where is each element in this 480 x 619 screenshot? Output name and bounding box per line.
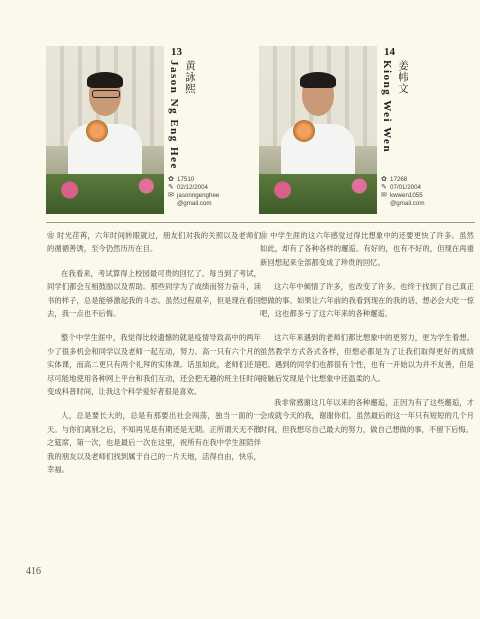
reflection-text-right <box>260 229 474 447</box>
contact-info <box>168 176 219 208</box>
chinese-name: 黄詠熙 <box>184 60 196 95</box>
paragraph: 人，总是要长大的，总是有那要出社会闯荡，独当一面的一天。与你们离别之后，不知再见是有期还是无期。正所谓天无不散之筵席，第一次，也是最后一次在这里，祝所有在我中学生涯陪伴我的朋友以及老师们找到属于自己的一片天地，活得自由，快乐，幸福。 <box>47 411 261 475</box>
student-photo <box>46 46 164 214</box>
flower-icon: ✿ <box>381 176 387 183</box>
paragraph: 这六年来遇到的老师们都比想象中的更努力，更为学生着想。虽然教学方式各式各样，但想必都是为了让我们取得更好的成绩吧。遇到的同学们也都很有个性，也有一开始以为并不友善，但是接触后发现是个比想象中还温柔的人。 <box>260 333 474 383</box>
student-card-kiong <box>259 46 475 214</box>
email-domain: @gmail.com <box>390 200 425 207</box>
chinese-name: 姜帏文 <box>397 60 409 95</box>
paragraph: 这六年中倾情了许多，也改变了许多。也终于找到了自己真正想做的事。如果让六年前的我看到现在的我的话，想必会大吃一惊吧，这也都多亏了这六年来的各种邂逅。 <box>260 282 474 319</box>
envelope-icon: ✉ <box>168 192 174 199</box>
envelope-icon: ✉ <box>381 192 387 199</box>
english-name: Jason Ng Eng Hee <box>168 60 180 170</box>
email-user: kwwen1055 <box>390 192 423 199</box>
divider <box>259 222 475 223</box>
paragraph: 我非常感谢这几年以来的各种邂逅，正因为有了这些邂逅，才会成就今天的我，谢谢你们。虽然最后的这一年只有短短的几个月时间，但我想尽自己最大的努力，做自己想做的事，不留下后悔。 <box>260 398 474 434</box>
reflection-text-left <box>47 229 261 488</box>
paragraph: ❀ 时光荏苒，六年时间转眼就过，朋友们对我的关照以及老师们的循循善诱，至今仍然历历在目。 <box>47 231 261 254</box>
student-number: 13 <box>171 46 182 58</box>
pen-icon: ✎ <box>381 184 387 191</box>
pen-icon: ✎ <box>168 184 174 191</box>
paragraph: ❀ 中学生涯的这六年感觉过得比想象中的还要更快了许多。虽然如此，却有了各种各样的邂逅。有好的，也有不好的，但现在再重新回想起来全部都变成了珍贵的回忆。 <box>260 231 474 267</box>
email-user: jasonngenghee <box>177 192 220 199</box>
student-photo <box>259 46 377 214</box>
student-id: 17268 <box>390 176 408 183</box>
birthday: 02/12/2004 <box>177 184 208 191</box>
student-id: 17510 <box>177 176 195 183</box>
page-number: 416 <box>26 566 41 577</box>
student-card-jason <box>46 46 262 214</box>
email-domain: @gmail.com <box>177 200 212 207</box>
paragraph: 在我看来，考试算得上校园最可贵的回忆了。每当到了考试，同学们都会互相鼓励以及帮助。那些同学为了成绩而努力奋斗，读书的样子，总是能够激起我的斗志。虽然过程艰辛，但是现在看回去，我一点也不后悔。 <box>47 268 261 319</box>
paragraph: 整个中学生涯中，我觉得比较遗憾的就是疫情导致高中的两年少了很多机会和同学以及老师一起互动，努力。高一只有六个月的实体课，而高二更只有两个礼拜的实体课。话虽如此，老师们还是尽可能地使用各种网上平台和我们互动，还会把无趣的班主任时间变成科普时间，让我这个科学爱好者很是喜欢。 <box>47 333 261 397</box>
flower-icon: ✿ <box>168 176 174 183</box>
contact-info <box>381 176 424 208</box>
divider <box>46 222 262 223</box>
student-number: 14 <box>384 46 395 58</box>
birthday: 07/01/2004 <box>390 184 421 191</box>
english-name: Kiong Wei Wen <box>381 60 393 154</box>
